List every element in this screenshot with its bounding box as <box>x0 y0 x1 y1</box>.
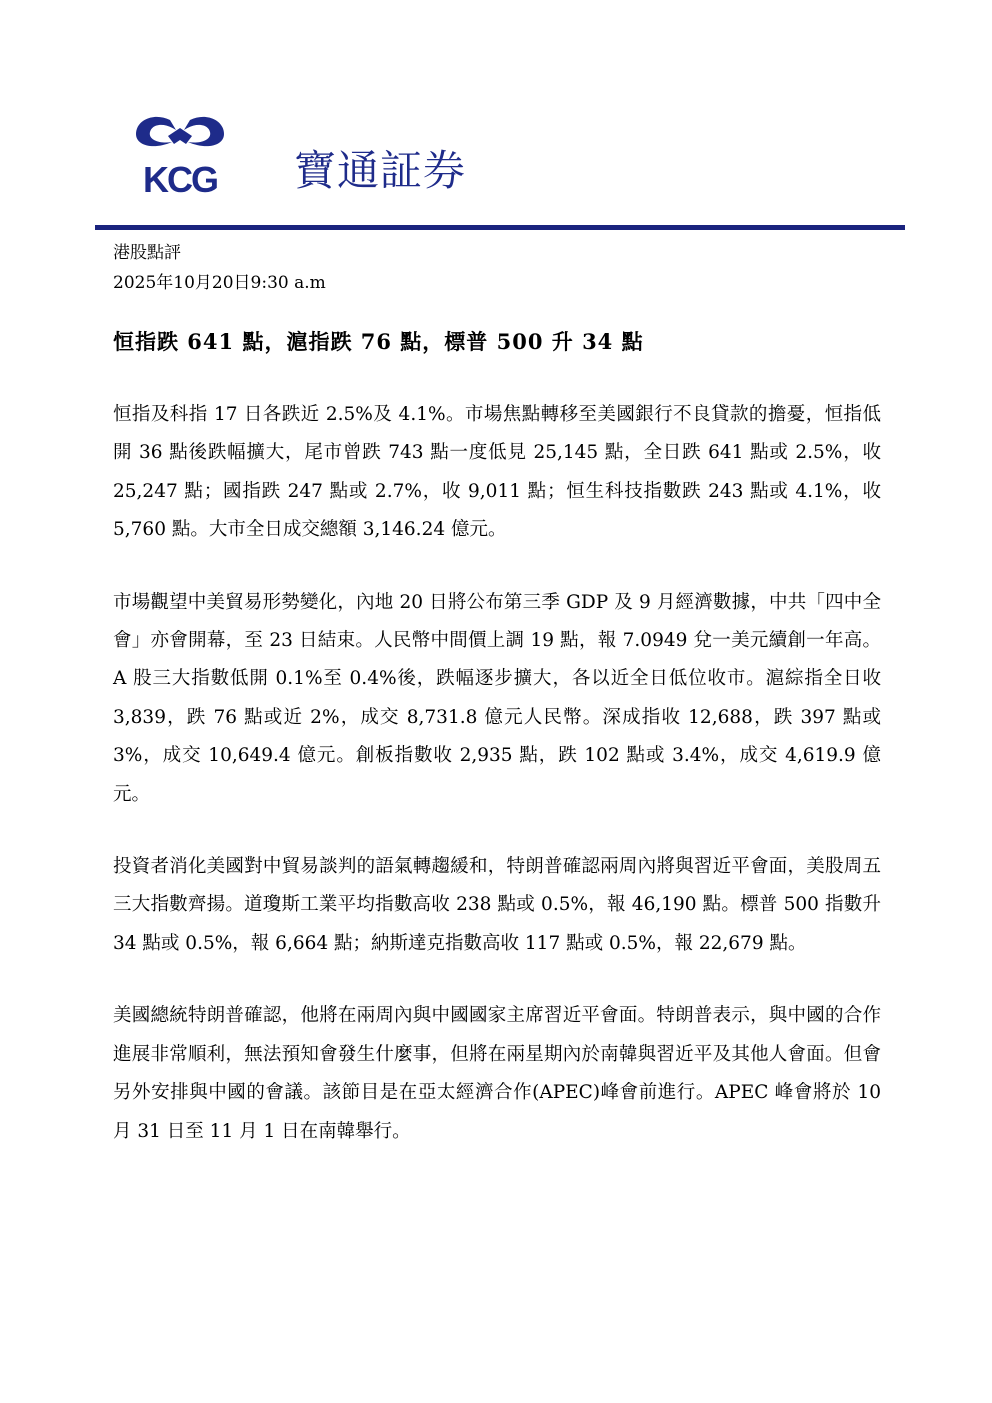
paragraph-hk-market: 恒指及科指 17 日各跌近 2.5%及 4.1%。市場焦點轉移至美國銀行不良貸款的擔憂，恒指低開 36 點後跌幅擴大，尾市曾跌 743 點一度低見 25,145 點，全日跌 641 點或 2.5%，收 25,247 點；國指跌 247 點或 2.7%，收 9,011 點；恒生科技指數跌 243 點或 4.1%，收 5,760 點。大市全日成交總額 3,146.24 億元。 <box>113 404 881 541</box>
report-datetime: 2025年10月20日9:30 a.m <box>113 273 326 293</box>
report-meta <box>113 238 326 298</box>
header-divider <box>95 225 905 230</box>
paragraph-trump-xi-meeting: 美國總統特朗普確認，他將在兩周內與中國國家主席習近平會面。特朗普表示，與中國的合作進展非常順利，無法預知會發生什麼事，但將在兩星期內於南韓與習近平及其他人會面。但會另外安排與中國的會議。該節目是在亞太經濟合作(APEC)峰會前進行。APEC 峰會將於 10 月 31 日至 11 月 1 日在南韓舉行。 <box>113 1005 881 1142</box>
report-body <box>113 396 881 1185</box>
logo-center-handshake <box>168 128 192 144</box>
logo-right-wing <box>184 117 224 146</box>
logo-left-wing <box>136 117 176 146</box>
company-name: 寶通証券 <box>294 146 467 195</box>
logo-text: KCG <box>143 159 217 198</box>
kcg-logo <box>130 108 230 198</box>
document-header <box>0 0 992 240</box>
report-category: 港股點評 <box>113 243 181 263</box>
paragraph-us-market: 投資者消化美國對中貿易談判的語氣轉趨緩和，特朗普確認兩周內將與習近平會面，美股周五三大指數齊揚。道瓊斯工業平均指數高收 238 點或 0.5%，報 46,190 點。標普 500 指數升 34 點或 0.5%，報 6,664 點；納斯達克指數高收 117 點或 0.5%，報 22,679 點。 <box>113 856 881 954</box>
paragraph-china-market: 市場觀望中美貿易形勢變化，內地 20 日將公布第三季 GDP 及 9 月經濟數據，中共「四中全會」亦會開幕，至 23 日結束。人民幣中間價上調 19 點，報 7.0949 兌一美元續創一年高。A 股三大指數低開 0.1%至 0.4%後，跌幅逐步擴大，各以近全日低位收市。滬綜指全日收 3,839，跌 76 點或近 2%，成交 8,731.8 億元人民幣。深成指收 12,688，跌 397 點或 3%，成交 10,649.4 億元。創板指數收 2,935 點，跌 102 點或 3.4%，成交 4,619.9 億元。 <box>113 591 881 805</box>
report-headline: 恒指跌 641 點，滬指跌 76 點，標普 500 升 34 點 <box>113 329 644 354</box>
